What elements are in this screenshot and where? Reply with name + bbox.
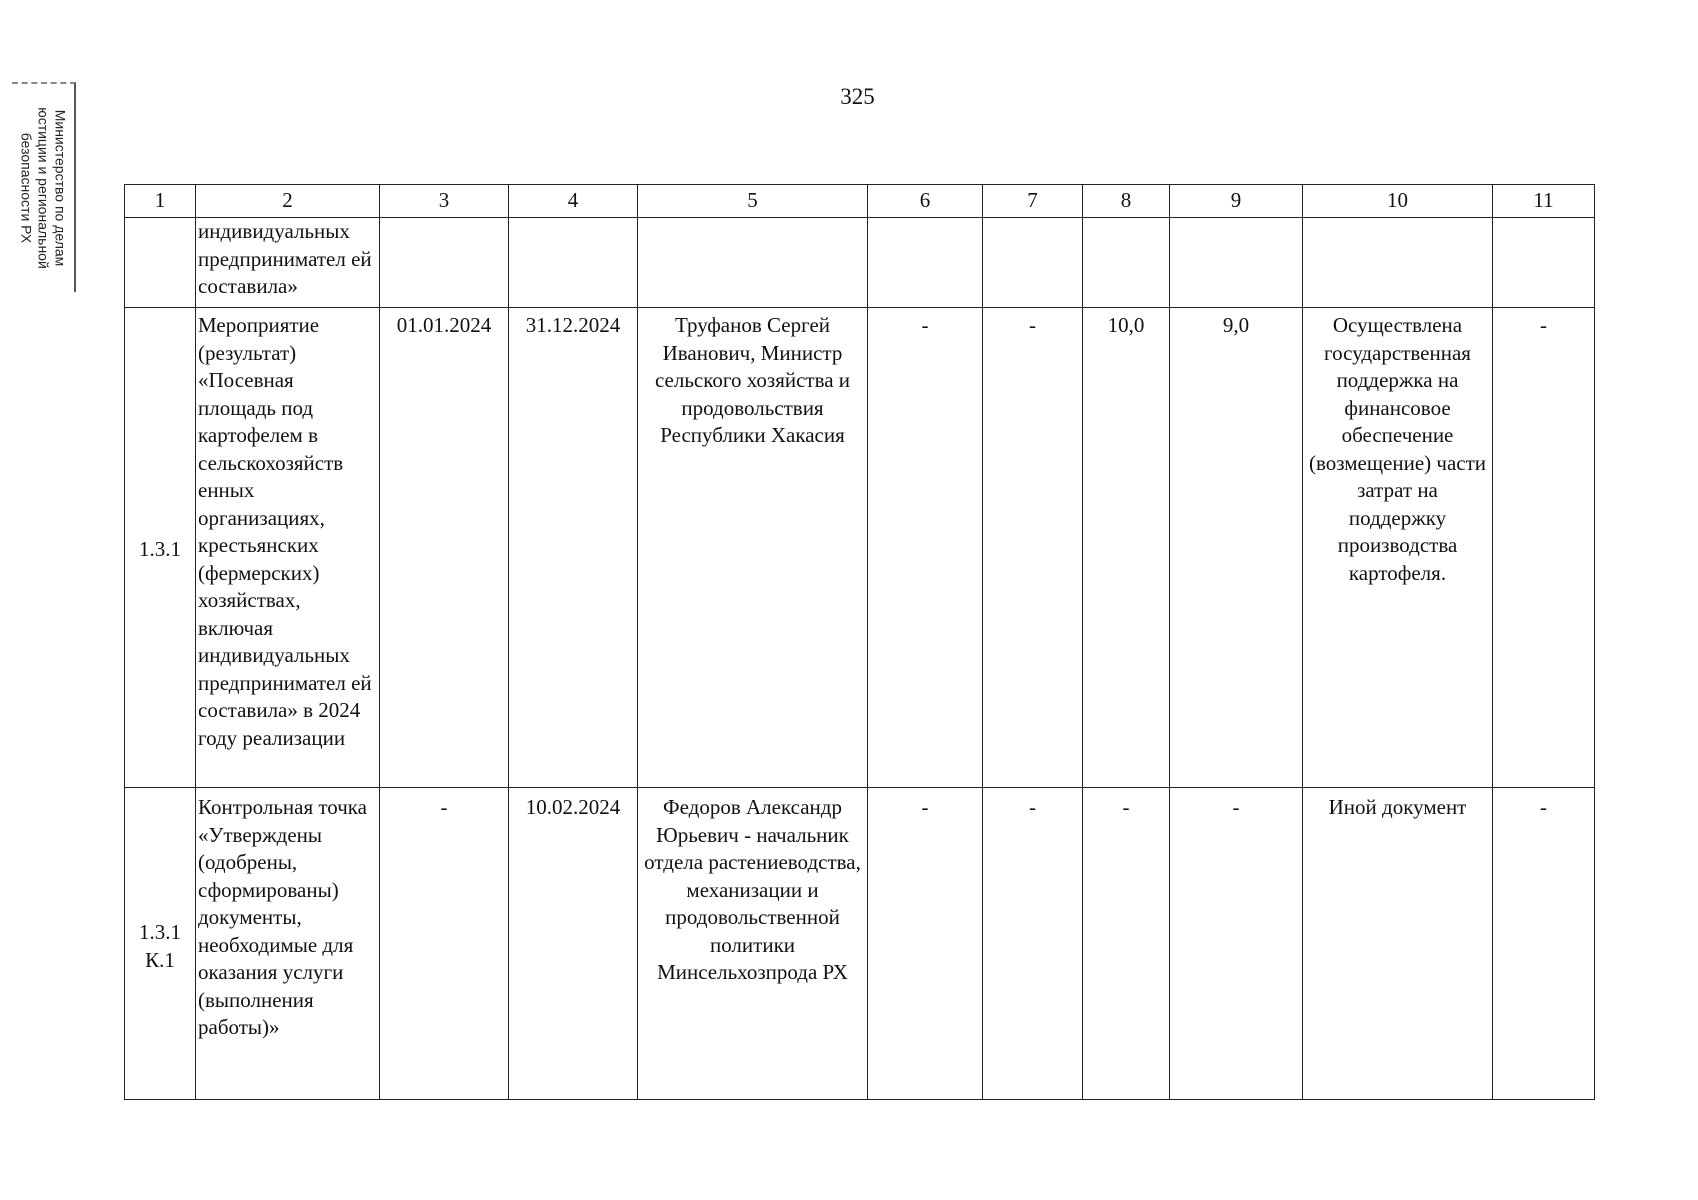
column-header: 2 (196, 185, 380, 218)
cell-col8: - (1083, 788, 1170, 1100)
column-header: 11 (1493, 185, 1595, 218)
start-date: - (380, 788, 509, 1100)
row-number: 1.3.1 К.1 (125, 788, 196, 1100)
responsible-person (638, 218, 868, 308)
plan-table (124, 184, 1595, 1100)
cell-col9: 9,0 (1170, 308, 1303, 788)
table-row-continuation (125, 218, 1595, 308)
column-header: 8 (1083, 185, 1170, 218)
stamp-text (18, 83, 69, 293)
end-date: 10.02.2024 (509, 788, 638, 1100)
page-number: 325 (840, 84, 875, 109)
column-header: 3 (380, 185, 509, 218)
registration-stamp (12, 82, 76, 292)
cell-col6 (868, 218, 983, 308)
cell-col9 (1170, 218, 1303, 308)
cell-col6: - (868, 308, 983, 788)
column-header: 4 (509, 185, 638, 218)
table-row (125, 308, 1595, 788)
result-description: Осуществлена государственная поддержка на финансовое обеспечение (возмещение) части затрат на поддержку производства картофеля. (1303, 308, 1493, 788)
row-title: индивидуальных предпринимател ей составила» (196, 218, 380, 308)
result-description (1303, 218, 1493, 308)
cell-col8 (1083, 218, 1170, 308)
responsible-person: Федоров Александр Юрьевич - начальник отдела растениеводства, механизации и продовольственной политики Минсельхозпрода РХ (638, 788, 868, 1100)
row-number (125, 218, 196, 308)
cell-col8: 10,0 (1083, 308, 1170, 788)
column-header: 10 (1303, 185, 1493, 218)
end-date: 31.12.2024 (509, 308, 638, 788)
cell-col7 (983, 218, 1083, 308)
end-date (509, 218, 638, 308)
stamp-line: юстиции и региональной (35, 107, 52, 269)
table-row (125, 788, 1595, 1100)
cell-col9: - (1170, 788, 1303, 1100)
header-row (125, 185, 1595, 218)
cell-col7: - (983, 788, 1083, 1100)
stamp-line: Министерство по делам (52, 109, 69, 267)
result-description: Иной документ (1303, 788, 1493, 1100)
start-date (380, 218, 509, 308)
column-header: 6 (868, 185, 983, 218)
column-header: 7 (983, 185, 1083, 218)
cell-col7: - (983, 308, 1083, 788)
responsible-person: Труфанов Сергей Иванович, Министр сельского хозяйства и продовольствия Республики Хакасия (638, 308, 868, 788)
cell-col11: - (1493, 308, 1595, 788)
cell-col11: - (1493, 788, 1595, 1100)
row-title: Контрольная точка «Утверждены (одобрены, сформированы) документы, необходимые для оказания услуги (выполнения работы)» (196, 788, 380, 1100)
cell-col11 (1493, 218, 1595, 308)
stamp-line: безопасности РХ (18, 132, 35, 244)
start-date: 01.01.2024 (380, 308, 509, 788)
cell-col6: - (868, 788, 983, 1100)
column-header: 1 (125, 185, 196, 218)
row-number: 1.3.1 (125, 308, 196, 788)
column-header: 5 (638, 185, 868, 218)
row-title: Мероприятие (результат) «Посевная площадь под картофелем в сельскохозяйств енных организациях, крестьянских (фермерских) хозяйствах, включая индивидуальных предпринимател ей составила» в 2024 году реализации (196, 308, 380, 788)
column-header: 9 (1170, 185, 1303, 218)
